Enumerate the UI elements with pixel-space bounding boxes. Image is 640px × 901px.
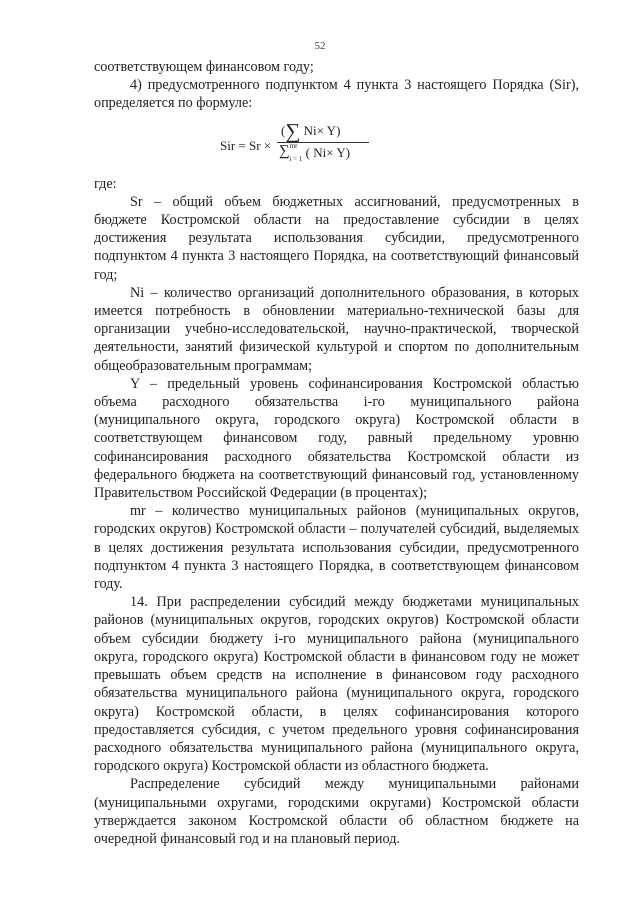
sum-symbol-denominator: ∑ (279, 142, 290, 159)
sum-symbol: ∑ (285, 118, 301, 143)
denominator-terms: ( Ni× Y) (305, 144, 351, 160)
definition-y: Y – предельный уровень софинансирования Костромской областью объема расходного обязательства i-го муниципального района (муниципального округа, городского округа) Костромской области в соответствующем финансовом году, равный предельному уровню софинансирования расходного обязательства Костромской области из федерального бюджета на соответствующий финансовый год, установленному Правительством Российской Федерации (в процентах); (94, 375, 579, 502)
paragraph-1: соответствующем финансовом году; (94, 59, 314, 75)
numerator-terms: Ni× Y (303, 122, 337, 138)
definition-ni: Ni – количество организаций дополнительного образования, в которых имеется потребность в обновлении материально-технической базы для организации учебно-исследовательской, научно-практической, творческой деятельности, занятий физической культурой и спортом по дополнительным общеобразовательным программам; (94, 284, 579, 374)
formula-denominator (279, 141, 351, 164)
where-label: где: (94, 175, 117, 192)
paragraph-2: 4) предусмотренного подпунктом 4 пункта 3 настоящего Порядка (Sir), определяется по формуле: (94, 77, 579, 112)
definition-sr: Sr – общий объем бюджетных ассигнований, предусмотренных в бюджете Костромской области на предоставление субсидии в целях достижения результата использования субсидии, предусмотренного подпунктом 4 пункта 3 настоящего Порядка, на соответствующий финансовый год; (94, 193, 579, 283)
formula (94, 117, 579, 175)
formula-fraction (277, 117, 369, 173)
paragraph-14: 14. При распределении субсидий между бюджетами муниципальных районов (муниципальных округов, городских округов) Костромской области объем субсидии бюджету i-го муниципального района (муниципального округа, городского округа) Костромской области в финансовом году не может превышать объем средств на исполнение в финансовом году расходного обязательства муниципального района (муниципального округа, городского округа) Костромской области, в целях софинансирования которого предоставляется субсидия, с учетом предельного уровня софинансирования расходного обязательства муниципального района (муниципального округа, городского округа) Костромской области из областного бюджета. (94, 594, 579, 775)
page-number: 52 (314, 40, 326, 52)
document-body (94, 58, 579, 848)
paragraph-distribution: Распределение субсидий между муниципальными районами (муниципальными охругами, городскими округами) Костромской области утверждается законом Костромской области об областном бюджете на очередной финансовый год и на плановый период. (94, 776, 579, 847)
definition-mr: mr – количество муниципальных районов (муниципальных округов, городских округов) Костромской области – получателей субсидий, выделяемых в целях достижения результата использования субсидии, предусмотренного подпунктом 4 пункта 3 настоящего Порядка, в соответствующем финансовом году. (94, 503, 579, 593)
sum-upper-limit: mr (289, 141, 298, 150)
formula-lhs: Sir = Sr × (220, 137, 272, 153)
formula-numerator: (∑ Ni× Y) (281, 118, 341, 143)
sum-lower-limit: i = 1 (289, 154, 303, 163)
